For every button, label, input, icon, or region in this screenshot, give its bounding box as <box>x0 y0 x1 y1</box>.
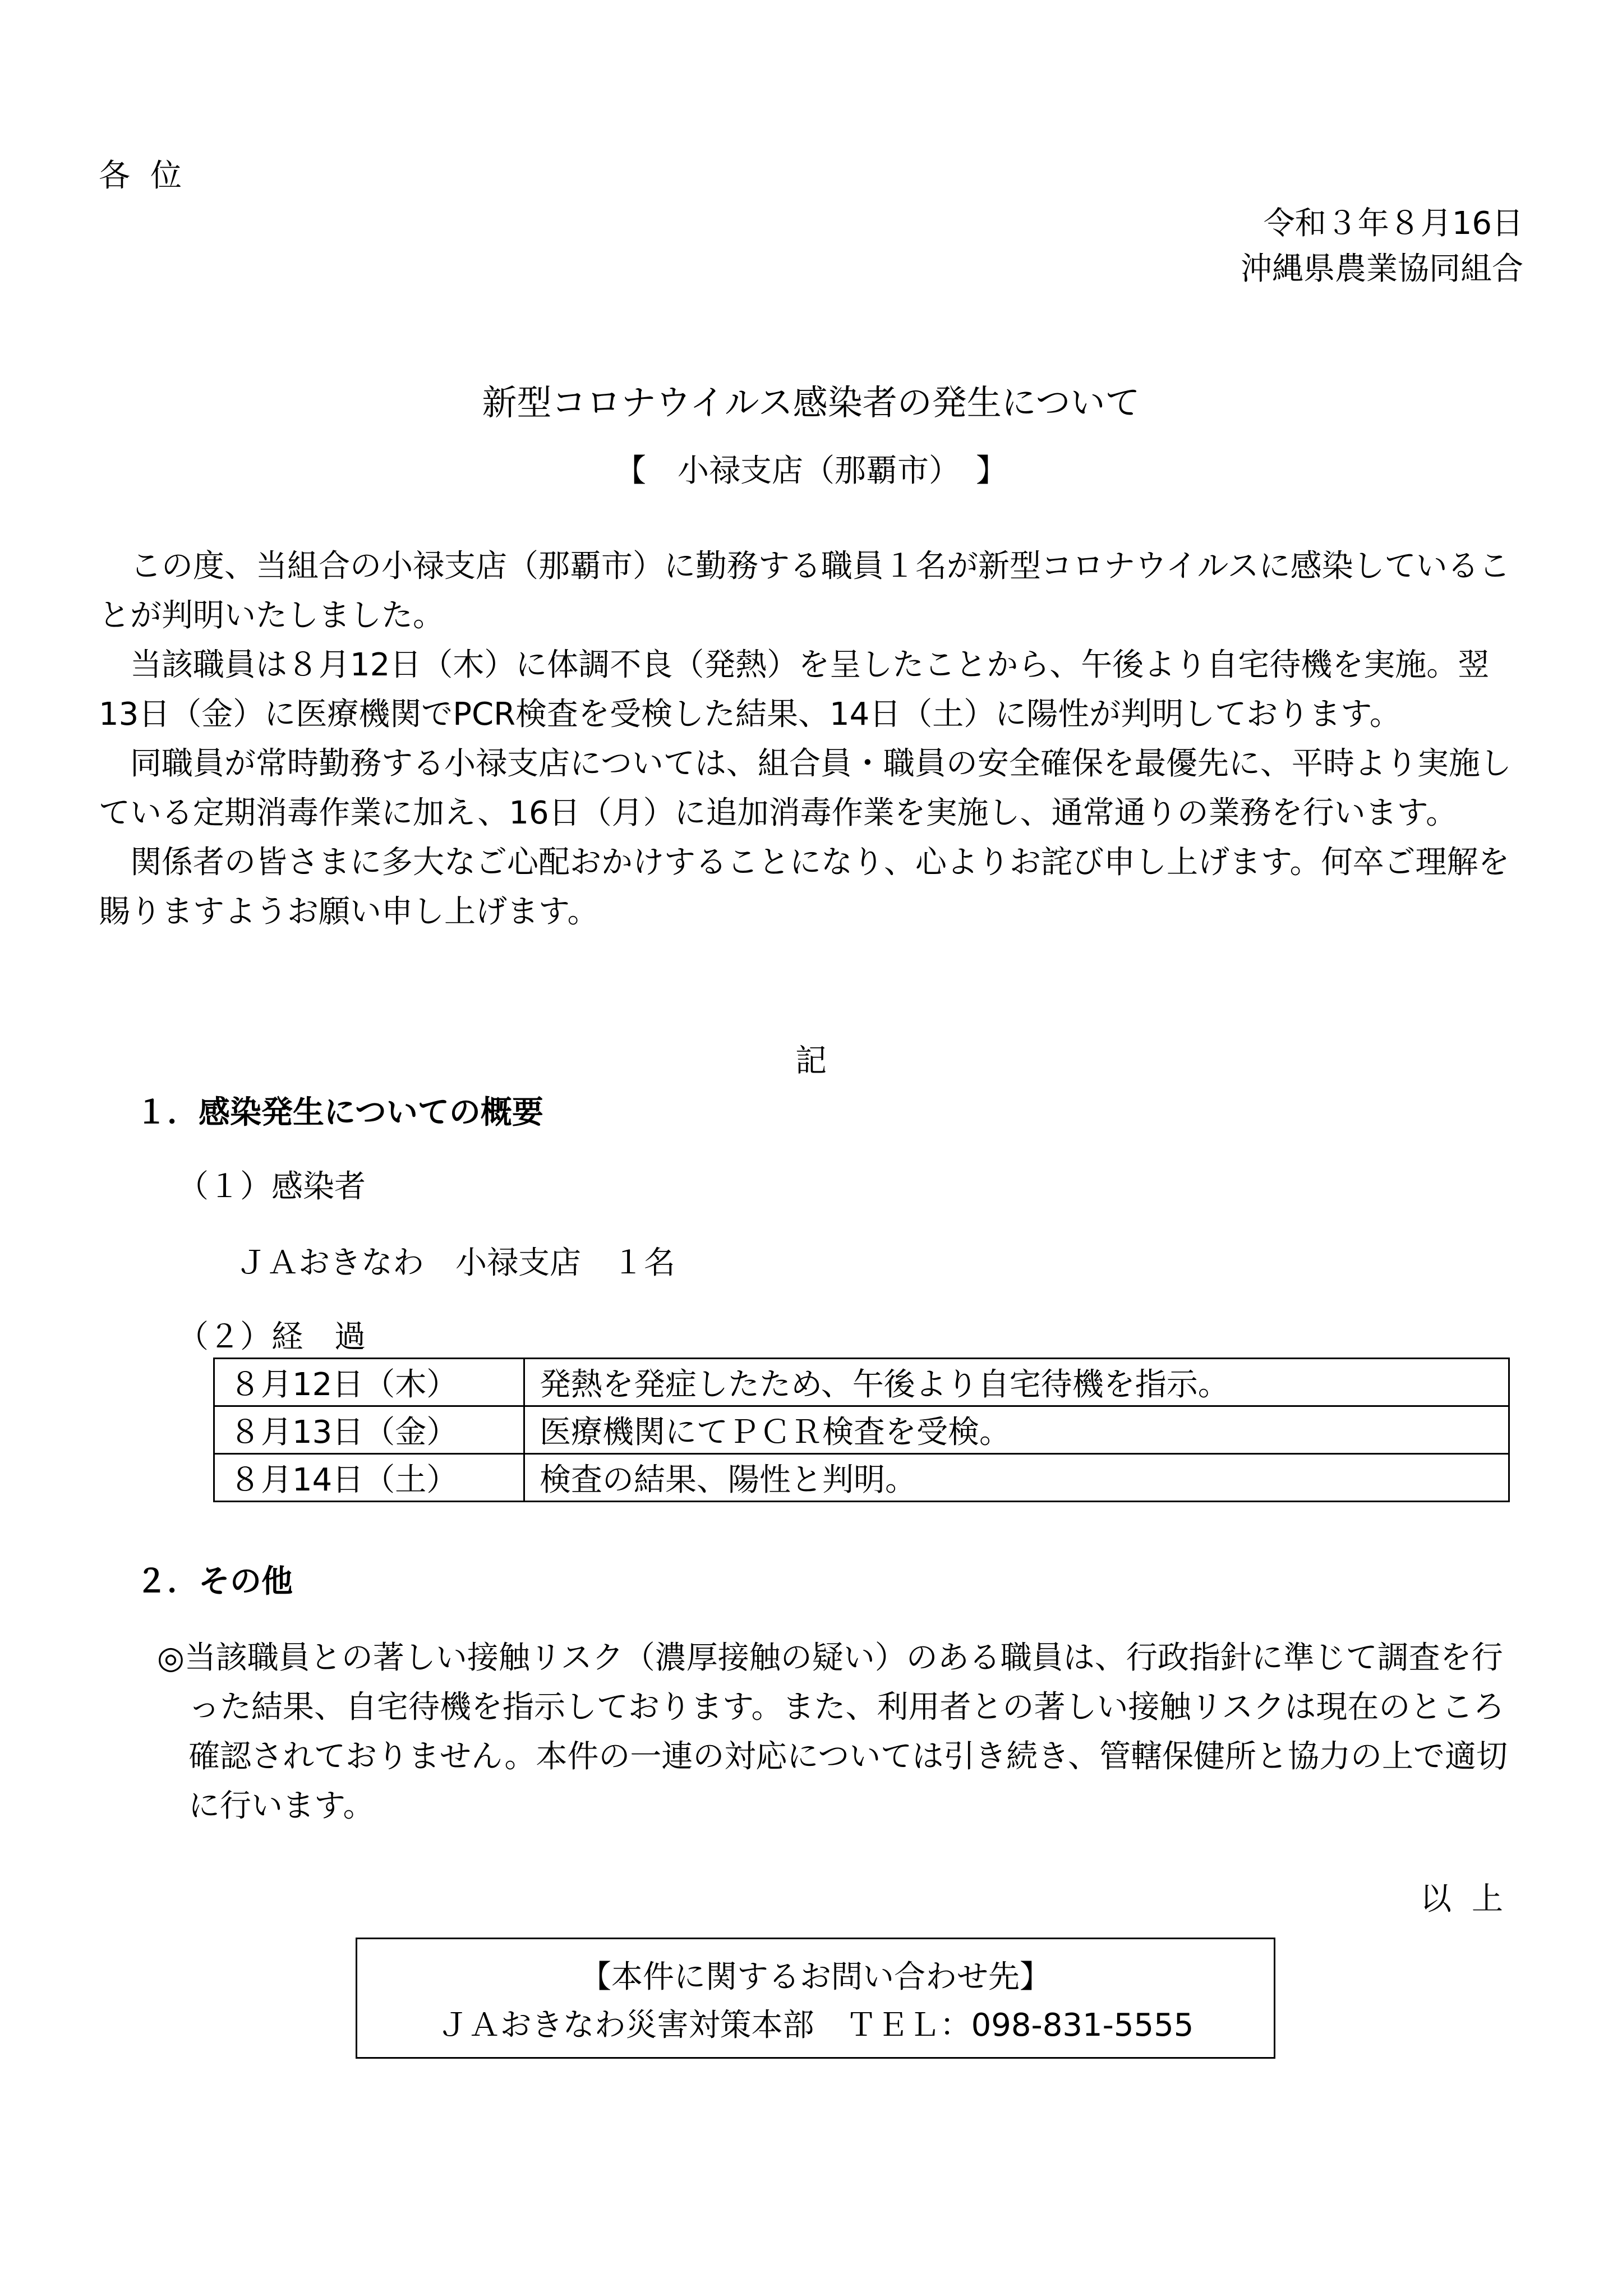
ki-mark: 記 <box>795 1043 827 1079</box>
contact-heading: 【本件に関するお問い合わせ先】 <box>580 1959 1051 1995</box>
table-row <box>214 1406 1509 1454</box>
table-row <box>214 1359 1509 1406</box>
body-paragraph: 関係者の皆さまに多大なご心配おかけすることになり、心よりお詫び申し上げます。何卒ご理解を賜りますようお願い申し上げます。 <box>99 844 1510 930</box>
subsection-progress-heading: （２）経 過 <box>177 1319 366 1355</box>
section-1-heading: １．感染発生についての概要 <box>136 1094 543 1131</box>
timeline-date: ８月14日（土） <box>214 1454 524 1502</box>
timeline-date: ８月12日（木） <box>214 1359 524 1406</box>
addressee: 各位 <box>99 158 202 194</box>
body-paragraph: 当該職員は８月12日（木）に体調不良（発熱）を呈したことから、午後より自宅待機を実施。翌13日（金）に医療機関でPCR検査を受検した結果、14日（土）に陽性が判明しております。 <box>99 647 1490 733</box>
timeline-event: 検査の結果、陽性と判明。 <box>524 1454 1509 1502</box>
body-text <box>99 542 1527 937</box>
contact-phone: ＪＡおきなわ災害対策本部 ＴＥＬ：098-831-5555 <box>437 2007 1194 2044</box>
branch-subtitle: 【 小禄支店（那覇市） 】 <box>615 453 1007 489</box>
infected-summary: ＪＡおきなわ 小禄支店 １名 <box>236 1245 675 1281</box>
issue-date: 令和３年８月16日 <box>1263 205 1523 242</box>
subsection-infected-heading: （１）感染者 <box>177 1168 366 1205</box>
timeline-event: 発熱を発症したため、午後より自宅待機を指示。 <box>524 1359 1509 1406</box>
closing-mark: 以上 <box>1420 1881 1523 1917</box>
other-notes <box>157 1634 1526 1831</box>
body-paragraph: 同職員が常時勤務する小禄支店については、組合員・職員の安全確保を最優先に、平時より実施している定期消毒作業に加え、16日（月）に追加消毒作業を実施し、通常通りの業務を行います。 <box>99 746 1512 831</box>
contact-box <box>356 1938 1275 2059</box>
timeline-event: 医療機関にてＰＣＲ検査を受検。 <box>524 1406 1509 1454</box>
section-2-heading: ２．その他 <box>136 1563 293 1600</box>
document-title: 新型コロナウイルス感染者の発生について <box>482 382 1140 423</box>
timeline-date: ８月13日（金） <box>214 1406 524 1454</box>
body-paragraph: この度、当組合の小禄支店（那覇市）に勤務する職員１名が新型コロナウイルスに感染していることが判明いたしました。 <box>99 548 1510 634</box>
table-row <box>214 1454 1509 1502</box>
organization-name: 沖縄県農業協同組合 <box>1241 251 1523 287</box>
progress-table <box>213 1358 1510 1502</box>
other-paragraph: ◎当該職員との著しい接触リスク（濃厚接触の疑い）のある職員は、行政指針に準じて調査を行った結果、自宅待機を指示しております。また、利用者との著しい接触リスクは現在のところ確認されておりません。本件の一連の対応については引き続き、管轄保健所と協力の上で適切に行います。 <box>157 1640 1508 1824</box>
